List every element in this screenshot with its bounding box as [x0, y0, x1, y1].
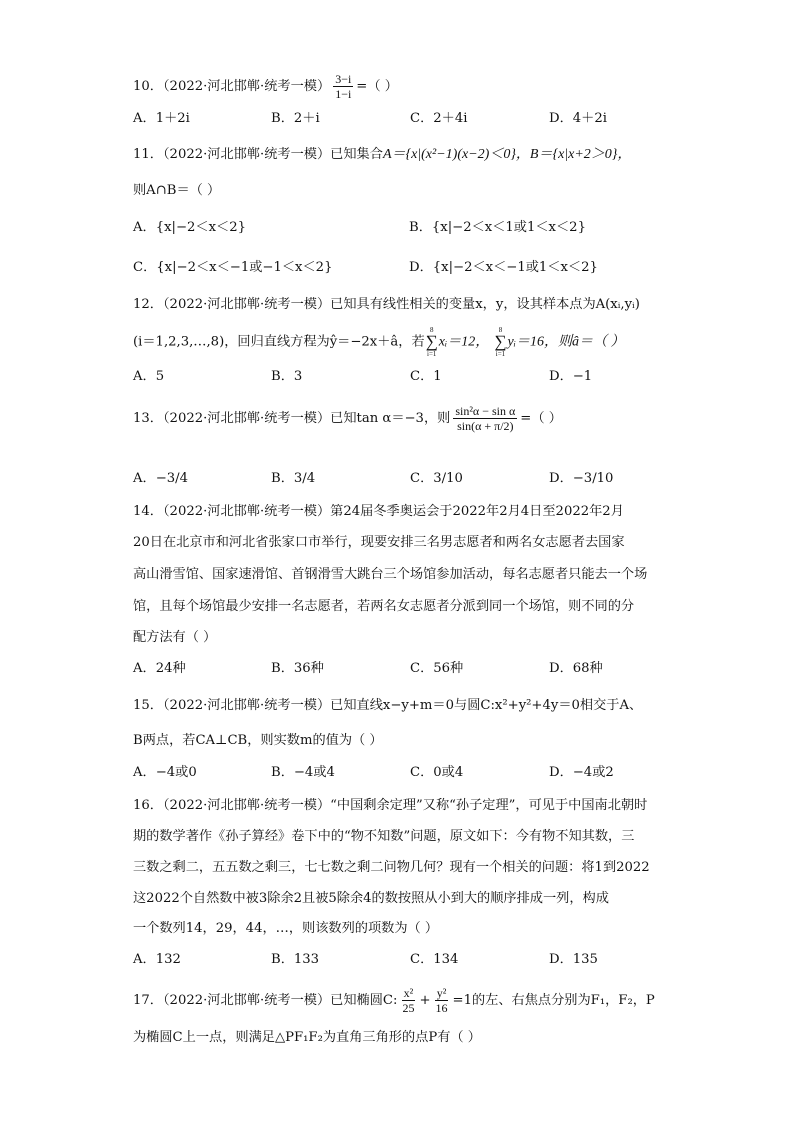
q15-option-b: B．−4或4 — [271, 765, 335, 780]
q13-option-d: D．−3/10 — [549, 471, 614, 486]
q16-line: 期的数学著作《孙子算经》卷下中的“物不知数”问题，原文如下：今有物不知其数，三 — [133, 829, 635, 844]
q12-line2: (i＝1,2,3,…,8)，回归直线方程为ŷ＝−2x＋â，若 8 ∑ i=1 xᵢ＝12， 8 ∑ i=1 yᵢ＝16，则â＝（ ） — [133, 326, 625, 358]
q16-line: 一个数列14，29，44，…，则该数列的项数为（ ） — [133, 921, 439, 936]
q13-label: 13．（2022·河北邯郸·统考一模）已知tan α＝−3，则 — [133, 411, 451, 426]
q14-option-a: A．24种 — [133, 661, 186, 676]
q13-option-c: C．3/10 — [410, 471, 463, 486]
q15-line1: 15．（2022·河北邯郸·统考一模）已知直线x−y+m＝0与圆C:x²+y²+4y＝0相交于A、 — [133, 698, 643, 713]
q10-option-c: C．2＋4i — [410, 111, 468, 126]
sigma-icon: 8 ∑ i=1 — [425, 326, 438, 358]
q11-option-b: B．{x|−2＜x＜1或1＜x＜2} — [409, 220, 586, 235]
q12-option-b: B．3 — [271, 369, 303, 384]
q11-label: 11．（2022·河北邯郸·统考一模）已知集合 — [133, 147, 383, 162]
q17-label: 17．（2022·河北邯郸·统考一模）已知椭圆C: — [133, 993, 398, 1008]
sigma-icon: 8 ∑ i=1 — [494, 326, 507, 358]
q12-option-d: D．−1 — [549, 369, 593, 384]
q14-option-b: B．36种 — [271, 661, 324, 676]
question-11: 11．（2022·河北邯郸·统考一模）已知集合A＝{x|(x²−1)(x−2)＜0}，B＝{x|x+2＞0}， — [133, 147, 632, 162]
q12-option-c: C．1 — [410, 369, 442, 384]
q14-line: 14．（2022·河北邯郸·统考一模）第24届冬季奥运会于2022年2月4日至2022年2月 — [133, 504, 624, 519]
q10-label: 10．（2022·河北邯郸·统考一模） — [133, 79, 331, 94]
q16-line: 三数之剩二，五五数之剩三，七七数之剩二问物几何？现有一个相关的问题：将1到2022 — [133, 860, 650, 875]
q12-option-a: A．5 — [133, 369, 165, 384]
q16-line: 这2022个自然数中被3除余2且被5除余4的数按照从小到大的顺序排成一列，构成 — [133, 891, 609, 906]
question-13: 13．（2022·河北邯郸·统考一模）已知tan α＝−3，则 $\frac{\text{sin²α − sin α}}{\sin(\alpha + \pi/2)}$ =（ ） — [133, 404, 562, 433]
question-17: 17．（2022·河北邯郸·统考一模）已知椭圆C: $\frac{\text{x²}}{25}$ + $\frac{\text{y²}}{16}$ =1的左、右焦点分别为F₁，F₂，P — [133, 986, 655, 1015]
q15-option-c: C．0或4 — [410, 765, 464, 780]
q14-option-c: C．56种 — [410, 661, 464, 676]
q11-option-d: D．{x|−2＜x＜−1或1＜x＜2} — [409, 260, 598, 275]
q11-option-a: A．{x|−2＜x＜2} — [133, 220, 247, 235]
q15-line2: B两点，若CA⊥CB，则实数m的值为（ ） — [133, 733, 383, 748]
q12-line1: 12．（2022·河北邯郸·统考一模）已知具有线性相关的变量x，y，设其样本点为A(xᵢ,yᵢ) — [133, 297, 640, 312]
q10-option-b: B．2＋i — [271, 111, 320, 126]
q11-line2: 则A∩B＝（ ） — [133, 183, 221, 198]
q16-line: 16．（2022·河北邯郸·统考一模）“中国剩余定理”又称“孙子定理”，可见于中国南北朝时 — [133, 798, 648, 813]
q16-option-c: C．134 — [410, 952, 459, 967]
q16-option-b: B．133 — [271, 952, 320, 967]
q15-option-d: D．−4或2 — [549, 765, 614, 780]
q10-option-a: A．1＋2i — [133, 111, 190, 126]
q17-line2: 为椭圆C上一点，则满足△PF₁F₂为直角三角形的点P有（ ） — [133, 1030, 481, 1045]
q15-option-a: A．−4或0 — [133, 765, 197, 780]
q14-line: 配方法有（ ） — [133, 630, 217, 645]
question-10: 10．（2022·河北邯郸·统考一模） $\frac{3-i}{1-i}$ =（ ） — [133, 72, 398, 101]
q14-option-d: D．68种 — [549, 661, 603, 676]
q10-option-d: D．4＋2i — [549, 111, 607, 126]
q16-option-d: D．135 — [549, 952, 598, 967]
q14-line: 高山滑雪馆、国家速滑馆、首钢滑雪大跳台三个场馆参加活动，每名志愿者只能去一个场 — [133, 567, 648, 582]
q13-option-b: B．3/4 — [271, 471, 316, 486]
q13-option-a: A．−3/4 — [133, 471, 188, 486]
q10-fraction: $\frac{3-i}{1-i}$ — [335, 72, 352, 101]
q13-fraction: $\frac{\text{sin²α − sin α}}{\sin(\alpha + \pi/2)}$ — [455, 404, 516, 433]
q14-line: 馆，且每个场馆最少安排一名志愿者，若两名女志愿者分派到同一个场馆，则不同的分 — [133, 599, 635, 614]
q11-option-c: C．{x|−2＜x＜−1或−1＜x＜2} — [133, 260, 333, 275]
q16-option-a: A．132 — [133, 952, 181, 967]
q14-line: 20日在北京市和河北省张家口市举行，现要安排三名男志愿者和两名女志愿者去国家 — [133, 535, 625, 550]
